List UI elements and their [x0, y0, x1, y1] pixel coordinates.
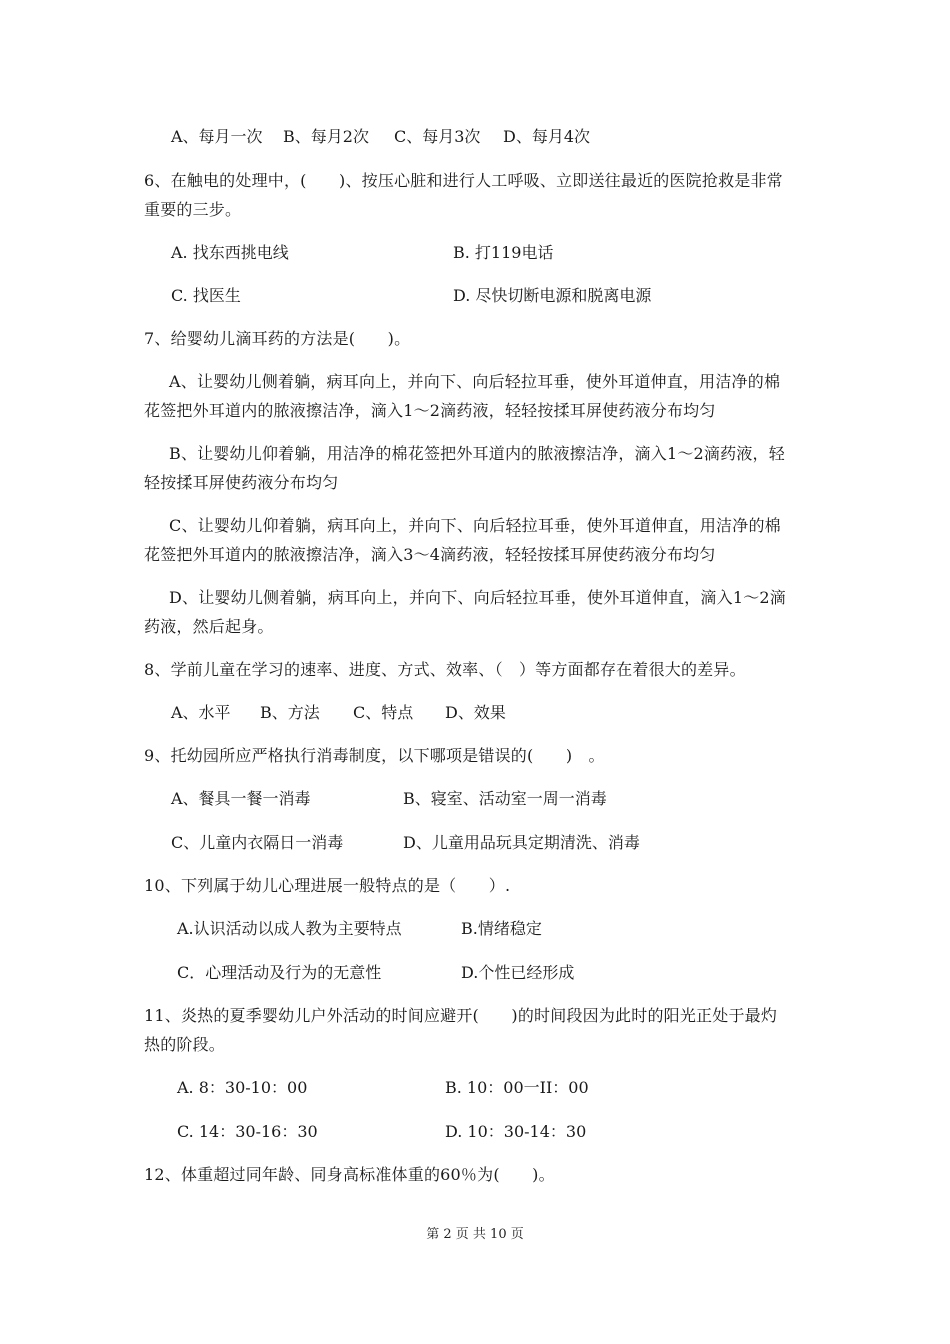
q11-option-d: D. 10：30-14：30 [445, 1122, 587, 1141]
q8-option-d: D、效果 [445, 703, 506, 722]
q6-option-d: D. 尽快切断电源和脱离电源 [453, 286, 652, 305]
q6-option-b: B. 打119电话 [453, 243, 554, 262]
q11-stem-line1: 11、炎热的夏季婴幼儿户外活动的时间应避开( )的时间段因为此时的阳光正处于最灼 [144, 1006, 778, 1025]
q10-option-a: A.认识活动以成人教为主要特点 [177, 919, 402, 938]
q5-option-a: A、每月一次 [171, 127, 263, 146]
q7-stem: 7、给婴幼儿滴耳药的方法是( )。 [144, 329, 411, 348]
q5-option-c: C、每月3次 [394, 127, 481, 146]
q5-option-d: D、每月4次 [503, 127, 591, 146]
q7-option-d-line2: 药液，然后起身。 [144, 617, 274, 636]
q7-option-a-line1: A、让婴幼儿侧着躺，病耳向上，并向下、向后轻拉耳垂，使外耳道伸直，用洁净的棉 [169, 372, 781, 391]
page-footer: 第 2 页 共 10 页 [426, 1227, 524, 1242]
q9-option-c: C、儿童内衣隔日一消毒 [171, 833, 344, 852]
q6-option-a: A. 找东西挑电线 [171, 243, 289, 262]
q6-stem-line2: 重要的三步。 [144, 200, 242, 219]
q11-option-a: A. 8：30-10：00 [177, 1078, 308, 1097]
q10-stem: 10、下列属于幼儿心理进展一般特点的是（ ）. [144, 876, 511, 895]
q7-option-b-line2: 轻按揉耳屏使药液分布均匀 [144, 473, 339, 492]
q7-option-c-line2: 花签把外耳道内的脓液擦洁净，滴入3～4滴药液，轻轻按揉耳屏使药液分布均匀 [144, 545, 716, 564]
q9-option-d: D、儿童用品玩具定期清洗、消毒 [403, 833, 640, 852]
q11-option-c: C. 14：30-16：30 [177, 1122, 318, 1141]
q7-option-b-line1: B、让婴幼儿仰着躺，用洁净的棉花签把外耳道内的脓液擦洁净，滴入1～2滴药液，轻 [169, 444, 785, 463]
q6-stem-line1: 6、在触电的处理中，( )、按压心脏和进行人工呼吸、立即送往最近的医院抢救是非常 [144, 171, 783, 190]
q8-option-a: A、水平 [171, 703, 231, 722]
q7-option-d-line1: D、让婴幼儿侧着躺，病耳向上，并向下、向后轻拉耳垂，使外耳道伸直，滴入1～2滴 [169, 588, 786, 607]
q11-stem-line2: 热的阶段。 [144, 1035, 226, 1054]
q9-option-b: B、寝室、活动室一周一消毒 [403, 789, 607, 808]
q8-option-c: C、特点 [353, 703, 414, 722]
q8-stem: 8、学前儿童在学习的速率、进度、方式、效率、（ ）等方面都存在着很大的差异。 [144, 660, 746, 679]
q10-option-b: B.情绪稳定 [461, 919, 542, 938]
q9-option-a: A、餐具一餐一消毒 [171, 789, 311, 808]
q8-option-b: B、方法 [260, 703, 320, 722]
q9-stem: 9、托幼园所应严格执行消毒制度，以下哪项是错误的( ) 。 [144, 746, 605, 765]
q10-option-c: C．心理活动及行为的无意性 [177, 963, 382, 982]
q10-option-d: D.个性已经形成 [461, 963, 575, 982]
q11-option-b: B. 10：00一II：00 [445, 1078, 589, 1097]
q6-option-c: C. 找医生 [171, 286, 241, 305]
q7-option-c-line1: C、让婴幼儿仰着躺，病耳向上，并向下、向后轻拉耳垂，使外耳道伸直，用洁净的棉 [169, 516, 781, 535]
q5-option-b: B、每月2次 [283, 127, 369, 146]
q12-stem: 12、体重超过同年龄、同身高标准体重的60％为( )。 [144, 1165, 555, 1184]
q7-option-a-line2: 花签把外耳道内的脓液擦洁净，滴入1～2滴药液，轻轻按揉耳屏使药液分布均匀 [144, 401, 716, 420]
